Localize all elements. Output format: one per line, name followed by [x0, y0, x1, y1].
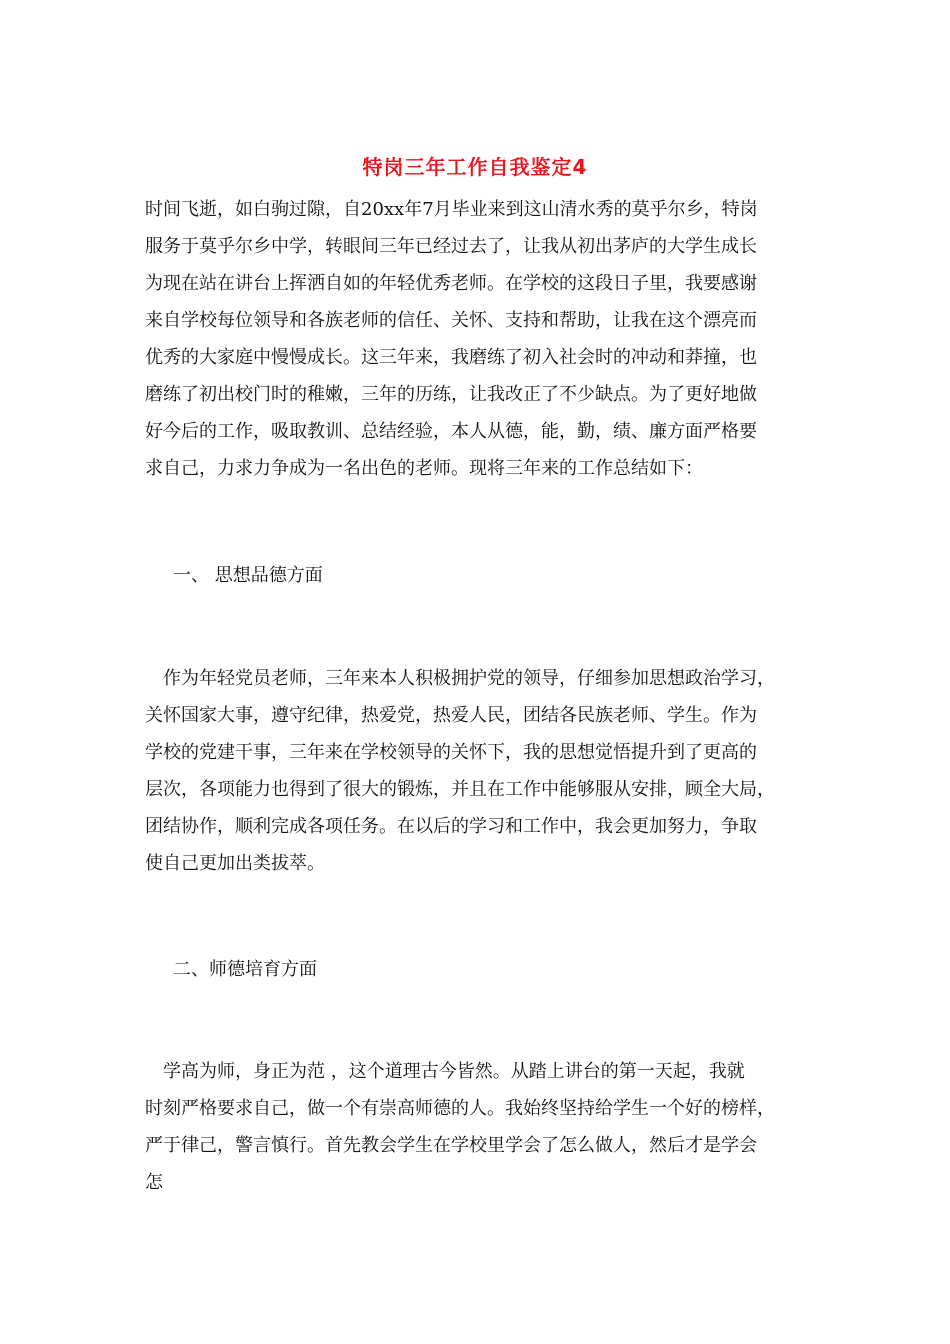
paragraph-line: 时刻严格要求自己，做一个有崇高师德的人。我始终坚持给学生一个好的榜样， — [145, 1098, 775, 1119]
paragraph-line: 磨练了初出校门时的稚嫩，三年的历练，让我改正了不少缺点。为了更好地做 — [145, 384, 757, 405]
paragraph-line: 学高为师，身正为范 ，这个道理古今皆然。从踏上讲台的第一天起，我就 — [145, 1061, 745, 1082]
paragraph-line: 优秀的大家庭中慢慢成长。这三年来，我磨练了初入社会时的冲动和莽撞，也 — [145, 347, 757, 368]
paragraph-line: 严于律己，警言慎行。首先教会学生在学校里学会了怎么做人，然后才是学会 — [145, 1135, 757, 1156]
section-1-paragraph — [145, 660, 825, 882]
paragraph-line: 怎 — [145, 1172, 163, 1193]
paragraph-line: 时间飞逝，如白驹过隙，自20xx年7月毕业来到这山清水秀的莫乎尔乡，特岗 — [145, 199, 758, 220]
paragraph-line: 服务于莫乎尔乡中学，转眼间三年已经过去了，让我从初出茅庐的大学生成长 — [145, 236, 757, 257]
paragraph-line: 为现在站在讲台上挥洒自如的年轻优秀老师。在学校的这段日子里，我要感谢 — [145, 273, 757, 294]
paragraph-line: 层次，各项能力也得到了很大的锻炼，并且在工作中能够服从安排，顾全大局， — [145, 779, 775, 800]
section-heading-2: 二、师德培育方面 — [173, 959, 317, 980]
paragraph-line: 学校的党建干事，三年来在学校领导的关怀下，我的思想觉悟提升到了更高的 — [145, 742, 757, 763]
paragraph-line: 团结协作，顺利完成各项任务。在以后的学习和工作中，我会更加努力，争取 — [145, 816, 757, 837]
section-2-paragraph — [145, 1053, 825, 1201]
paragraph-line: 好今后的工作，吸取教训、总结经验，本人从德，能，勤，绩、廉方面严格要 — [145, 421, 757, 442]
paragraph-line: 使自己更加出类拔萃。 — [145, 853, 325, 874]
intro-paragraph — [145, 191, 825, 487]
paragraph-line: 作为年轻党员老师，三年来本人积极拥护党的领导，仔细参加思想政治学习， — [145, 668, 775, 689]
paragraph-line: 来自学校每位领导和各族老师的信任、关怀、支持和帮助，让我在这个漂亮而 — [145, 310, 757, 331]
paragraph-line: 关怀国家大事，遵守纪律，热爱党，热爱人民，团结各民族老师、学生。作为 — [145, 705, 757, 726]
document-title: 特岗三年工作自我鉴定4 — [362, 155, 588, 179]
paragraph-line: 求自己，力求力争成为一名出色的老师。现将三年来的工作总结如下： — [145, 458, 703, 479]
section-heading-1: 一、 思想品德方面 — [173, 565, 323, 586]
